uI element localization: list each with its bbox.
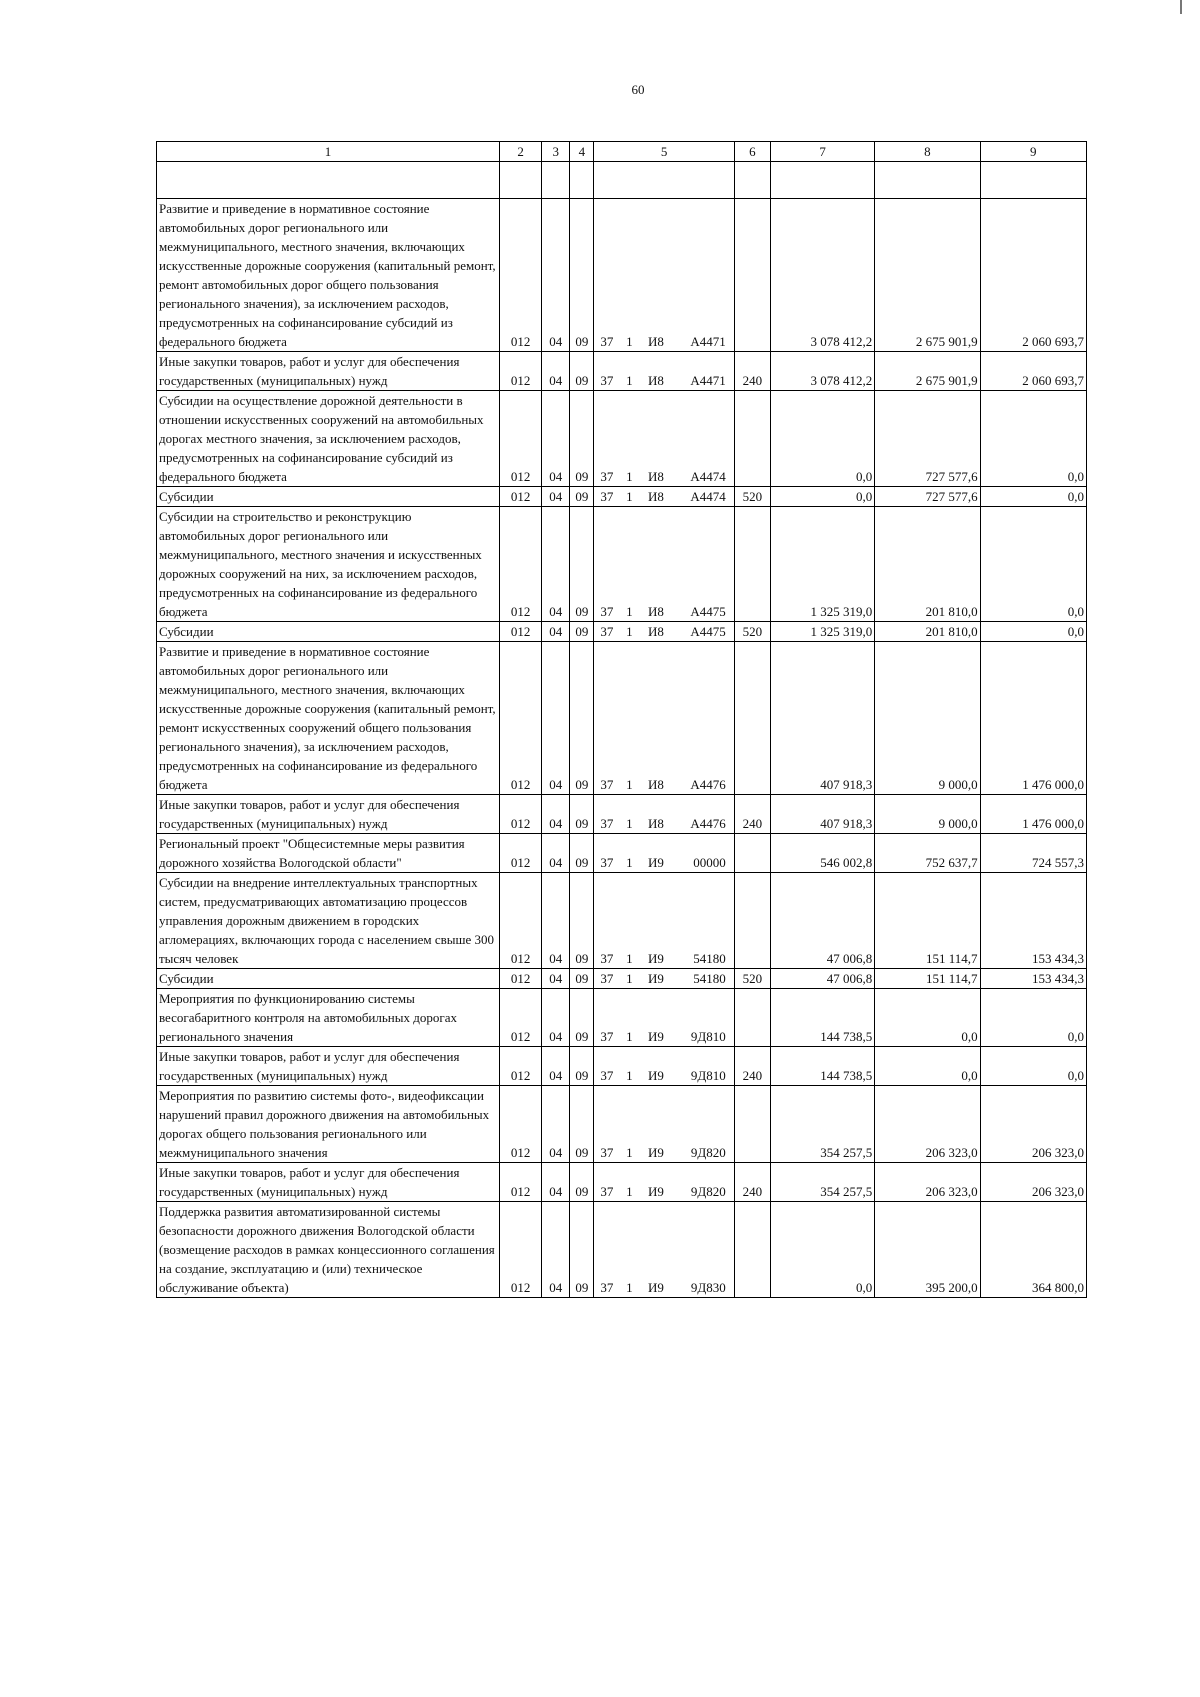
row-project-code: И9 — [647, 855, 664, 870]
row-amount-year-1: 1 325 319,0 — [770, 507, 874, 622]
row-subprogram-code: 1 — [626, 489, 633, 504]
row-name: Региональный проект "Общесистемные меры развития дорожного хозяйства Вологодской области" — [157, 834, 500, 873]
row-target-article — [594, 795, 734, 834]
row-subprogram-code: 1 — [626, 1184, 633, 1199]
row-subsection-code: 09 — [570, 1163, 594, 1202]
table-row — [157, 873, 1087, 969]
row-amount-year-1: 144 738,5 — [770, 989, 874, 1047]
row-target-article — [594, 352, 734, 391]
row-project-code: И8 — [647, 373, 664, 388]
row-amount-year-1: 47 006,8 — [770, 969, 874, 989]
row-amount-year-3: 1 476 000,0 — [980, 795, 1086, 834]
row-section-code: 04 — [542, 199, 570, 352]
row-ministry-code: 012 — [500, 834, 542, 873]
row-name: Субсидии на осуществление дорожной деятельности в отношении искусственных сооружений на автомобильных дорогах местного значения, за исключением расходов, предусмотренных на софинансирование субсидий из федерального бюджета — [157, 391, 500, 487]
row-subsection-code: 09 — [570, 834, 594, 873]
row-name: Субсидии — [157, 487, 500, 507]
row-amount-year-2: 151 114,7 — [875, 873, 980, 969]
row-amount-year-3: 724 557,3 — [980, 834, 1086, 873]
row-amount-year-2: 9 000,0 — [875, 795, 980, 834]
row-target-article — [594, 989, 734, 1047]
row-project-code: И8 — [647, 816, 664, 831]
row-amount-year-1: 0,0 — [770, 1202, 874, 1298]
row-ministry-code: 012 — [500, 507, 542, 622]
row-amount-year-3: 364 800,0 — [980, 1202, 1086, 1298]
row-direction-code: 00000 — [693, 855, 726, 870]
row-program-code: 37 — [600, 1184, 614, 1199]
spacer-row — [157, 162, 1087, 199]
row-target-article — [594, 1047, 734, 1086]
row-project-code: И9 — [647, 1029, 664, 1044]
table-row — [157, 834, 1087, 873]
row-amount-year-2: 0,0 — [875, 1047, 980, 1086]
row-subsection-code: 09 — [570, 642, 594, 795]
row-program-code: 37 — [600, 777, 614, 792]
row-amount-year-2: 727 577,6 — [875, 391, 980, 487]
row-target-article — [594, 642, 734, 795]
row-direction-code: А4471 — [690, 373, 726, 388]
row-amount-year-1: 407 918,3 — [770, 642, 874, 795]
row-ministry-code: 012 — [500, 199, 542, 352]
row-name: Поддержка развития автоматизированной системы безопасности дорожного движения Вологодской области (возмещение расходов в рамках концессионного соглашения на создание, эксплуатацию и (или) техническое обслуживание объекта) — [157, 1202, 500, 1298]
row-name: Иные закупки товаров, работ и услуг для обеспечения государственных (муниципальных) нужд — [157, 1163, 500, 1202]
row-amount-year-1: 3 078 412,2 — [770, 352, 874, 391]
row-ministry-code: 012 — [500, 873, 542, 969]
row-target-article — [594, 1163, 734, 1202]
row-amount-year-3: 2 060 693,7 — [980, 199, 1086, 352]
row-direction-code: 54180 — [693, 951, 726, 966]
row-subprogram-code: 1 — [626, 469, 633, 484]
table-row — [157, 1202, 1087, 1298]
row-subprogram-code: 1 — [626, 1280, 633, 1295]
header-col-9: 9 — [980, 142, 1086, 162]
table-row — [157, 199, 1087, 352]
row-name: Мероприятия по функционированию системы весогабаритного контроля на автомобильных дорогах регионального значения — [157, 989, 500, 1047]
scan-artifact — [1180, 0, 1182, 14]
row-target-article — [594, 622, 734, 642]
row-expense-type — [734, 989, 770, 1047]
row-subprogram-code: 1 — [626, 1029, 633, 1044]
row-ministry-code: 012 — [500, 487, 542, 507]
row-amount-year-2: 2 675 901,9 — [875, 199, 980, 352]
row-subprogram-code: 1 — [626, 334, 633, 349]
row-amount-year-2: 201 810,0 — [875, 622, 980, 642]
row-target-article — [594, 969, 734, 989]
table-header-row — [157, 142, 1087, 162]
row-expense-type — [734, 834, 770, 873]
row-amount-year-2: 395 200,0 — [875, 1202, 980, 1298]
row-section-code: 04 — [542, 873, 570, 969]
table-row — [157, 1047, 1087, 1086]
row-program-code: 37 — [600, 971, 614, 986]
row-name: Мероприятия по развитию системы фото-, видеофиксации нарушений правил дорожного движения на автомобильных дорогах общего пользования регионального или межмуниципального значения — [157, 1086, 500, 1163]
row-direction-code: 9Д820 — [690, 1184, 726, 1199]
row-project-code: И9 — [647, 1145, 664, 1160]
row-project-code: И8 — [647, 624, 664, 639]
row-subsection-code: 09 — [570, 622, 594, 642]
table-row — [157, 795, 1087, 834]
row-project-code: И9 — [647, 951, 664, 966]
row-section-code: 04 — [542, 507, 570, 622]
row-amount-year-1: 0,0 — [770, 391, 874, 487]
row-expense-type — [734, 199, 770, 352]
row-subsection-code: 09 — [570, 391, 594, 487]
table-row — [157, 1086, 1087, 1163]
row-subprogram-code: 1 — [626, 373, 633, 388]
row-ministry-code: 012 — [500, 642, 542, 795]
row-name: Развитие и приведение в нормативное состояние автомобильных дорог регионального или межмуниципального, местного значения, включающих искусственные дорожные сооружения (капитальный ремонт, ремонт автомобильных дорог общего пользования регионального значения), за исключением расходов, предусмотренных на софинансирование субсидий из федерального бюджета — [157, 199, 500, 352]
row-subprogram-code: 1 — [626, 971, 633, 986]
row-subsection-code: 09 — [570, 873, 594, 969]
row-subsection-code: 09 — [570, 507, 594, 622]
row-subprogram-code: 1 — [626, 855, 633, 870]
row-direction-code: А4475 — [690, 624, 726, 639]
table-row — [157, 391, 1087, 487]
row-project-code: И9 — [647, 1280, 664, 1295]
row-ministry-code: 012 — [500, 622, 542, 642]
row-expense-type: 520 — [734, 622, 770, 642]
table-row — [157, 352, 1087, 391]
row-section-code: 04 — [542, 989, 570, 1047]
row-subsection-code: 09 — [570, 795, 594, 834]
row-amount-year-3: 206 323,0 — [980, 1086, 1086, 1163]
row-program-code: 37 — [600, 604, 614, 619]
row-program-code: 37 — [600, 855, 614, 870]
row-ministry-code: 012 — [500, 391, 542, 487]
budget-table — [156, 141, 1087, 1298]
row-direction-code: 54180 — [693, 971, 726, 986]
row-amount-year-3: 0,0 — [980, 507, 1086, 622]
header-col-8: 8 — [875, 142, 980, 162]
row-section-code: 04 — [542, 391, 570, 487]
header-col-4: 4 — [570, 142, 594, 162]
row-subsection-code: 09 — [570, 1086, 594, 1163]
row-ministry-code: 012 — [500, 969, 542, 989]
row-amount-year-3: 1 476 000,0 — [980, 642, 1086, 795]
row-section-code: 04 — [542, 1202, 570, 1298]
row-subsection-code: 09 — [570, 1047, 594, 1086]
table-row — [157, 642, 1087, 795]
row-amount-year-2: 206 323,0 — [875, 1163, 980, 1202]
row-program-code: 37 — [600, 334, 614, 349]
row-section-code: 04 — [542, 969, 570, 989]
row-subsection-code: 09 — [570, 989, 594, 1047]
row-section-code: 04 — [542, 352, 570, 391]
row-target-article — [594, 1086, 734, 1163]
row-amount-year-2: 2 675 901,9 — [875, 352, 980, 391]
row-target-article — [594, 873, 734, 969]
row-amount-year-2: 9 000,0 — [875, 642, 980, 795]
row-ministry-code: 012 — [500, 1202, 542, 1298]
row-direction-code: 9Д810 — [690, 1068, 726, 1083]
row-expense-type: 520 — [734, 487, 770, 507]
row-expense-type: 240 — [734, 352, 770, 391]
row-name: Субсидии — [157, 622, 500, 642]
table-row — [157, 507, 1087, 622]
row-amount-year-3: 206 323,0 — [980, 1163, 1086, 1202]
header-col-2: 2 — [500, 142, 542, 162]
table-row — [157, 969, 1087, 989]
row-name: Иные закупки товаров, работ и услуг для обеспечения государственных (муниципальных) нужд — [157, 795, 500, 834]
row-amount-year-1: 354 257,5 — [770, 1086, 874, 1163]
row-expense-type: 240 — [734, 795, 770, 834]
row-amount-year-1: 3 078 412,2 — [770, 199, 874, 352]
row-amount-year-1: 407 918,3 — [770, 795, 874, 834]
row-amount-year-3: 0,0 — [980, 391, 1086, 487]
row-expense-type — [734, 642, 770, 795]
row-subprogram-code: 1 — [626, 777, 633, 792]
table-row — [157, 1163, 1087, 1202]
row-expense-type — [734, 391, 770, 487]
header-col-7: 7 — [770, 142, 874, 162]
row-ministry-code: 012 — [500, 1086, 542, 1163]
row-project-code: И9 — [647, 971, 664, 986]
row-ministry-code: 012 — [500, 1163, 542, 1202]
header-col-5: 5 — [594, 142, 734, 162]
header-col-6: 6 — [734, 142, 770, 162]
row-direction-code: А4474 — [690, 489, 726, 504]
header-col-1: 1 — [157, 142, 500, 162]
row-direction-code: А4474 — [690, 469, 726, 484]
row-amount-year-1: 1 325 319,0 — [770, 622, 874, 642]
row-expense-type: 520 — [734, 969, 770, 989]
row-project-code: И8 — [647, 777, 664, 792]
row-name: Развитие и приведение в нормативное состояние автомобильных дорог регионального или межмуниципального, местного значения, включающих искусственные дорожные сооружения (капитальный ремонт, ремонт искусственных сооружений общего пользования регионального значения), за исключением расходов, предусмотренных на софинансирование из федерального бюджета — [157, 642, 500, 795]
row-name: Субсидии — [157, 969, 500, 989]
row-project-code: И8 — [647, 469, 664, 484]
row-amount-year-1: 354 257,5 — [770, 1163, 874, 1202]
row-section-code: 04 — [542, 1047, 570, 1086]
row-section-code: 04 — [542, 622, 570, 642]
row-program-code: 37 — [600, 1068, 614, 1083]
row-direction-code: А4471 — [690, 334, 726, 349]
row-section-code: 04 — [542, 795, 570, 834]
row-program-code: 37 — [600, 469, 614, 484]
row-amount-year-3: 2 060 693,7 — [980, 352, 1086, 391]
row-subprogram-code: 1 — [626, 951, 633, 966]
row-subprogram-code: 1 — [626, 1145, 633, 1160]
row-name: Субсидии на внедрение интеллектуальных транспортных систем, предусматривающих автоматизацию процессов управления дорожным движением в городских агломерациях, включающих города с населением свыше 300 тысяч человек — [157, 873, 500, 969]
row-amount-year-2: 0,0 — [875, 989, 980, 1047]
row-direction-code: А4476 — [690, 777, 726, 792]
row-amount-year-2: 151 114,7 — [875, 969, 980, 989]
row-amount-year-3: 153 434,3 — [980, 873, 1086, 969]
row-project-code: И8 — [647, 604, 664, 619]
row-direction-code: 9Д830 — [690, 1280, 726, 1295]
row-target-article — [594, 507, 734, 622]
row-project-code: И9 — [647, 1184, 664, 1199]
row-expense-type — [734, 873, 770, 969]
row-project-code: И9 — [647, 1068, 664, 1083]
row-target-article — [594, 487, 734, 507]
table-row — [157, 622, 1087, 642]
row-amount-year-3: 0,0 — [980, 1047, 1086, 1086]
row-subprogram-code: 1 — [626, 624, 633, 639]
row-amount-year-3: 0,0 — [980, 622, 1086, 642]
row-direction-code: 9Д810 — [690, 1029, 726, 1044]
row-expense-type: 240 — [734, 1047, 770, 1086]
row-amount-year-1: 0,0 — [770, 487, 874, 507]
row-section-code: 04 — [542, 1086, 570, 1163]
row-amount-year-1: 546 002,8 — [770, 834, 874, 873]
row-target-article — [594, 1202, 734, 1298]
row-direction-code: А4475 — [690, 604, 726, 619]
page-number: 60 — [631, 82, 645, 97]
header-col-3: 3 — [542, 142, 570, 162]
row-expense-type: 240 — [734, 1163, 770, 1202]
row-program-code: 37 — [600, 624, 614, 639]
table-row — [157, 989, 1087, 1047]
row-section-code: 04 — [542, 834, 570, 873]
row-ministry-code: 012 — [500, 1047, 542, 1086]
row-target-article — [594, 834, 734, 873]
row-program-code: 37 — [600, 1029, 614, 1044]
row-expense-type — [734, 507, 770, 622]
row-amount-year-2: 206 323,0 — [875, 1086, 980, 1163]
row-amount-year-1: 144 738,5 — [770, 1047, 874, 1086]
row-amount-year-3: 153 434,3 — [980, 969, 1086, 989]
row-subsection-code: 09 — [570, 352, 594, 391]
row-name: Иные закупки товаров, работ и услуг для обеспечения государственных (муниципальных) нужд — [157, 1047, 500, 1086]
row-subsection-code: 09 — [570, 199, 594, 352]
row-program-code: 37 — [600, 951, 614, 966]
row-subsection-code: 09 — [570, 969, 594, 989]
row-ministry-code: 012 — [500, 795, 542, 834]
row-name: Субсидии на строительство и реконструкцию автомобильных дорог регионального или межмуниципального, местного значения и искусственных дорожных сооружений на них, за исключением расходов, предусмотренных на софинансирование из федерального бюджета — [157, 507, 500, 622]
row-program-code: 37 — [600, 489, 614, 504]
row-program-code: 37 — [600, 816, 614, 831]
table-body — [157, 162, 1087, 1298]
row-section-code: 04 — [542, 1163, 570, 1202]
row-direction-code: А4476 — [690, 816, 726, 831]
row-section-code: 04 — [542, 642, 570, 795]
row-subprogram-code: 1 — [626, 1068, 633, 1083]
row-direction-code: 9Д820 — [690, 1145, 726, 1160]
row-program-code: 37 — [600, 373, 614, 388]
row-ministry-code: 012 — [500, 352, 542, 391]
row-project-code: И8 — [647, 489, 664, 504]
row-name: Иные закупки товаров, работ и услуг для обеспечения государственных (муниципальных) нужд — [157, 352, 500, 391]
row-program-code: 37 — [600, 1280, 614, 1295]
row-subsection-code: 09 — [570, 1202, 594, 1298]
row-subsection-code: 09 — [570, 487, 594, 507]
row-amount-year-2: 752 637,7 — [875, 834, 980, 873]
row-expense-type — [734, 1086, 770, 1163]
row-project-code: И8 — [647, 334, 664, 349]
row-target-article — [594, 199, 734, 352]
row-expense-type — [734, 1202, 770, 1298]
row-ministry-code: 012 — [500, 989, 542, 1047]
row-subprogram-code: 1 — [626, 604, 633, 619]
row-amount-year-3: 0,0 — [980, 989, 1086, 1047]
row-amount-year-2: 727 577,6 — [875, 487, 980, 507]
row-program-code: 37 — [600, 1145, 614, 1160]
row-target-article — [594, 391, 734, 487]
table-row — [157, 487, 1087, 507]
row-amount-year-2: 201 810,0 — [875, 507, 980, 622]
row-section-code: 04 — [542, 487, 570, 507]
row-subprogram-code: 1 — [626, 816, 633, 831]
row-amount-year-3: 0,0 — [980, 487, 1086, 507]
row-amount-year-1: 47 006,8 — [770, 873, 874, 969]
